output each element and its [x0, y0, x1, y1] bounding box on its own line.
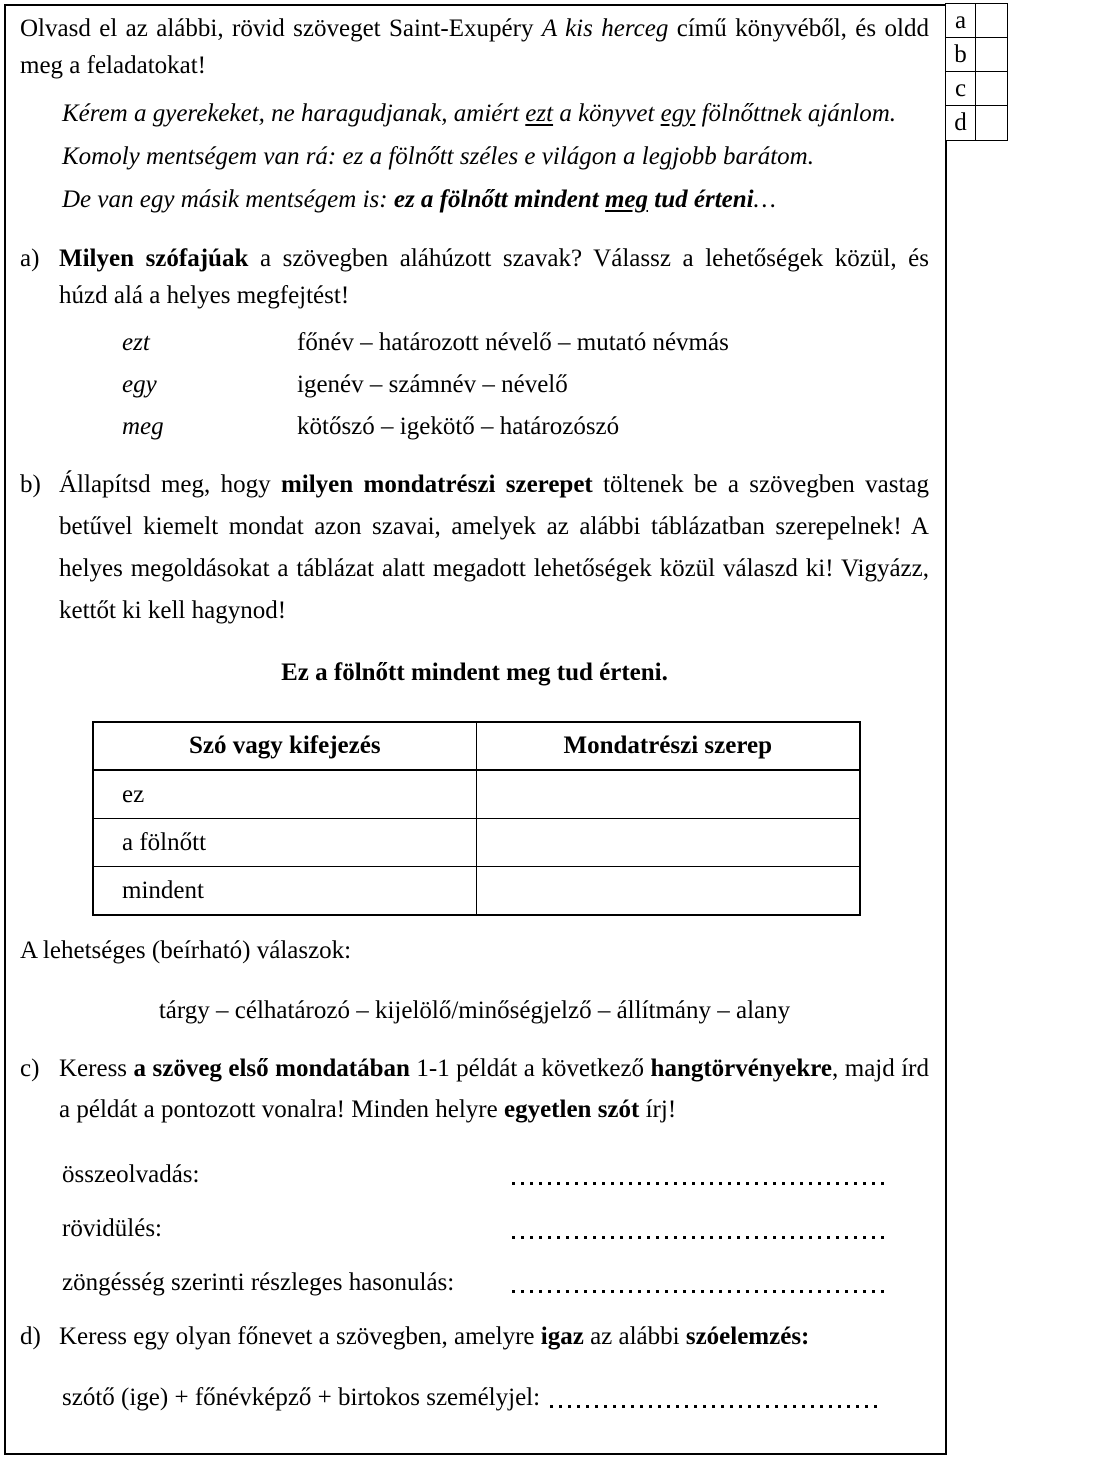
list-word: ezt [122, 329, 150, 356]
dotted-answer-line [512, 1262, 885, 1304]
task-d-text: az alábbi [583, 1323, 686, 1350]
fill-in-label: összeolvadás: [62, 1161, 200, 1188]
grading-row [946, 106, 1007, 140]
answer-table-header-row [93, 722, 860, 770]
task-c-text: , majd írd a példát a pontozott vonalra! Minden helyre [59, 1055, 929, 1123]
fill-in-label: zöngésség szerinti részleges hasonulás: [62, 1269, 455, 1296]
grading-letter: a [946, 4, 976, 37]
table-row [93, 867, 860, 916]
intro-text-end: című könyvéből, és oldd meg a feladatokat! [20, 15, 929, 79]
quote-line-1 [62, 92, 929, 135]
task-a-paragraph [20, 240, 929, 314]
task-d-paragraph [20, 1316, 929, 1358]
fill-in-label: rövidülés: [62, 1215, 162, 1242]
bold-quote-text: tud érteni [648, 186, 754, 213]
word-analysis-row [20, 1377, 929, 1419]
table-row [93, 819, 860, 867]
quote-line-2: Komoly mentségem van rá: ez a fölnőtt széles e világon a legjobb barátom. [62, 143, 814, 170]
task-d-marker: d) [20, 1323, 41, 1350]
answer-table [92, 721, 861, 916]
worksheet-border [4, 4, 947, 1455]
list-item [122, 406, 929, 448]
task-b-text: Állapítsd meg, hogy [59, 471, 281, 498]
word-type-list [20, 322, 929, 448]
bold-quote-text: ez a fölnőtt mindent [393, 186, 605, 213]
task-c-bold: a szöveg első mondatában [133, 1055, 410, 1082]
list-word: meg [122, 413, 164, 440]
grading-score-cell [976, 38, 1007, 71]
intro-paragraph [20, 10, 929, 84]
quote-text: fölnőttnek ajánlom. [695, 100, 897, 127]
intro-text: Olvasd el az alábbi, rövid szöveget Saint-Exupéry [20, 15, 542, 42]
answer-blank-cell [476, 867, 860, 916]
task-b-text-end: töltenek be a szövegben vastag betűvel kiemelt mondat azon szavai, amelyek az alábbi táblázatban szerepelnek! A helyes megoldásokat a táblázat alatt megadott lehetőségek közül válaszd ki! Vigyázz, kettőt ki kell hagynod! [59, 471, 929, 624]
grading-row [946, 38, 1007, 72]
grading-row [946, 4, 1007, 38]
task-c-text: írj! [639, 1096, 677, 1123]
underlined-word-egy: egy [660, 100, 696, 127]
column-header-word: Szó vagy kifejezés [93, 722, 476, 770]
dotted-answer-line [512, 1208, 885, 1250]
task-d-bold: szóelemzés: [685, 1323, 810, 1350]
word-cell: mindent [93, 867, 476, 916]
sound-law-items [20, 1154, 929, 1316]
grading-score-cell [976, 106, 1007, 140]
word-cell: ez [93, 770, 476, 819]
task-d-text: Keress egy olyan főnevet a szövegben, amelyre [59, 1323, 541, 1350]
quote-line-3 [62, 178, 929, 221]
task-a-marker: a) [20, 245, 40, 272]
underlined-word-meg: meg [604, 186, 649, 213]
task-c-text: 1-1 példát a következő [409, 1055, 651, 1082]
fill-in-row [62, 1262, 929, 1304]
task-d-bold: igaz [540, 1323, 584, 1350]
task-b-marker: b) [20, 471, 41, 498]
list-item [122, 364, 929, 406]
fill-in-row [62, 1208, 929, 1250]
task-b-bold: milyen mondatrészi szerepet [280, 471, 593, 498]
list-options: igenév – számnév – névelő [297, 371, 568, 398]
task-a-bold: Milyen szófajúak [59, 245, 249, 272]
task-c-bold: hangtörvényekre [650, 1055, 833, 1082]
grading-score-cell [976, 4, 1007, 37]
fill-in-row [62, 1154, 929, 1196]
dotted-answer-line [512, 1154, 885, 1196]
book-title: A kis herceg [541, 15, 669, 42]
grading-row [946, 72, 1007, 106]
ellipsis: … [753, 186, 776, 213]
possible-answers-options: tárgy – célhatározó – kijelölő/minőségjelző – állítmány – alany [158, 997, 791, 1024]
highlighted-sentence: Ez a fölnőtt mindent meg tud érteni. [281, 659, 668, 686]
task-a-text: a szövegben aláhúzott szavak? Válassz a lehetőségek közül, és húzd alá a helyes megfejtést! [59, 245, 929, 309]
task-c-bold: egyetlen szót [503, 1096, 640, 1123]
quote-text: a könyvet [553, 100, 661, 127]
word-cell: a fölnőtt [93, 819, 476, 867]
grading-letter: c [946, 72, 976, 105]
list-word: egy [122, 371, 157, 398]
grading-table [945, 3, 1008, 141]
grading-letter: b [946, 38, 976, 71]
quote-text: De van egy másik mentségem is: [62, 186, 394, 213]
quote-block [20, 92, 929, 221]
answer-blank-cell [476, 770, 860, 819]
quote-text: Kérem a gyerekeket, ne haragudjanak, amiért [62, 100, 526, 127]
fill-in-label: szótő (ige) + főnévképző + birtokos személyjel: [62, 1384, 541, 1411]
table-row [93, 770, 860, 819]
underlined-word-ezt: ezt [525, 100, 554, 127]
task-c-marker: c) [20, 1055, 40, 1082]
task-c-text: Keress [59, 1055, 134, 1082]
dotted-answer-line [550, 1377, 880, 1419]
list-item [122, 322, 929, 364]
answer-blank-cell [476, 819, 860, 867]
list-options: kötőszó – igekötő – határozószó [297, 413, 620, 440]
task-c-paragraph [20, 1048, 929, 1130]
grading-letter: d [946, 106, 976, 140]
possible-answers-label: A lehetséges (beírható) válaszok: [20, 937, 352, 964]
task-b-paragraph [20, 464, 929, 632]
list-options: főnév – határozott névelő – mutató névmás [297, 329, 729, 356]
column-header-role: Mondatrészi szerep [476, 722, 860, 770]
grading-score-cell [976, 72, 1007, 105]
